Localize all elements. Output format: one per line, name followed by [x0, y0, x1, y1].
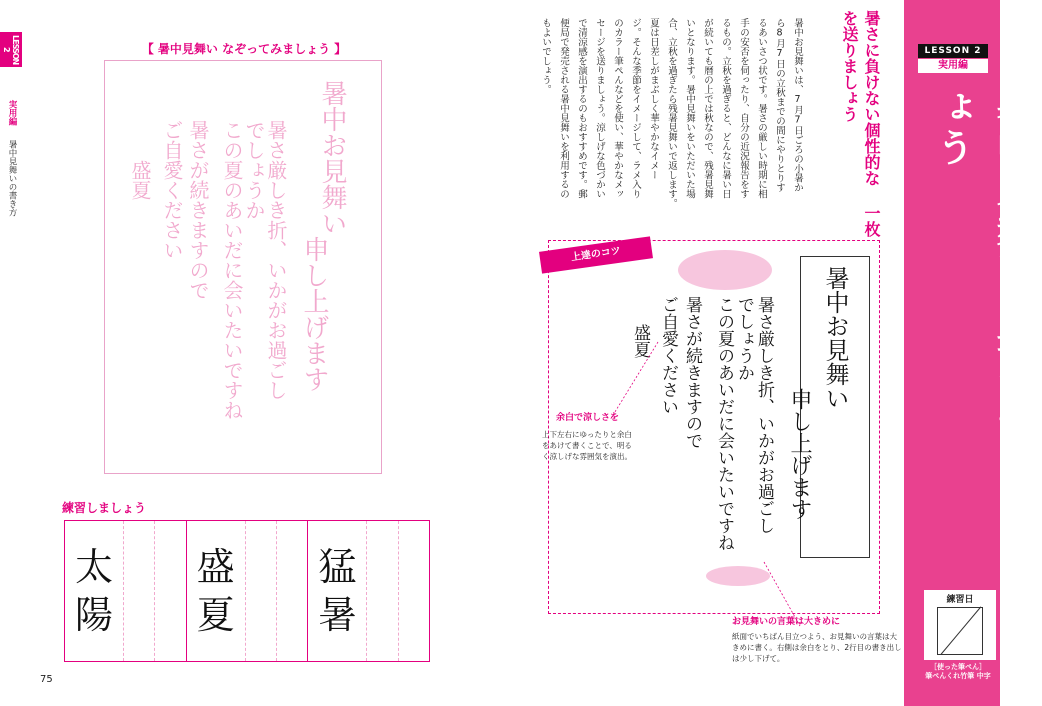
intro-line: で清涼感を演出するのもおすすめです。郵 — [576, 18, 587, 199]
trace-line-3: 暑さ厳しき折、いかがお過ごし — [264, 120, 288, 400]
practice-word — [65, 521, 123, 661]
trace-line-8: 盛夏 — [128, 160, 152, 200]
example-line-6: 暑さが続きますので — [682, 296, 702, 449]
practice-day-box — [924, 590, 996, 660]
main-title: 暑中見舞いを書いてみましょう — [930, 88, 1034, 568]
intro-line: が続いても暦の上では秋なので、残暑見舞 — [702, 18, 713, 199]
intro-line: 合、立秋を過ぎたら残暑見舞いで返します。 — [666, 18, 677, 208]
example-line-8: 盛夏 — [630, 324, 650, 358]
category-label: 実用編 — [918, 59, 988, 73]
trace-line-6: 暑さが続きますので — [186, 120, 210, 300]
trace-line-1: 暑中お見舞い — [317, 80, 347, 236]
intro-line: のカラー筆ぺんなどを使い、華やかなメッ — [612, 18, 623, 199]
note-whitespace: 余白で涼しさを 上下左右にゆったりと余白をあけて書くことで、明るく涼しげな雰囲気を演出。 — [542, 413, 632, 461]
intro-line: 手の安否を伺ったり、自分の近況報告をす — [738, 18, 749, 199]
example-line-7: ご自愛ください — [658, 296, 678, 415]
intro-line: 暑中お見舞いは、7月7日ごろの小暑か — [792, 18, 803, 192]
intro-line: ジ。そんな季節をイメージして、ラメ入り — [630, 18, 641, 199]
intro-line: セージを送りましょう。涼しげな色づかい — [594, 18, 605, 199]
practice-char: 太 — [74, 545, 113, 589]
intro-line: もよいでしょう。 — [540, 18, 551, 94]
intro-line: いとなります。暑中見舞いをいただいた場 — [684, 18, 695, 199]
practice-day-label: 練習日 — [946, 595, 974, 605]
trace-line-7: ご自愛ください — [160, 120, 184, 260]
example-line-4: でしょうか — [734, 296, 754, 381]
trace-line-5: この夏のあいだに会いたいですね — [220, 120, 244, 420]
practice-word — [308, 521, 366, 661]
practice-char: 猛 — [318, 545, 357, 589]
lesson-label: LESSON 2 — [918, 44, 988, 58]
example-line-3: 暑さ厳しき折、いかがお過ごし — [754, 296, 774, 534]
kotsu-ribbon: 上達のコツ — [539, 236, 653, 273]
example-line-2: 申し上げます — [787, 388, 812, 520]
trace-line-4: でしょうか — [242, 120, 266, 220]
highlight-oval-top — [678, 250, 772, 290]
practice-grid — [64, 520, 430, 662]
pen-note: ［使った筆ぺん］ 筆ぺんくれ竹筆 中字 — [925, 663, 991, 680]
practice-char: 夏 — [196, 593, 235, 637]
intro-line: 便局で発売される暑中見舞いを利用するの — [558, 18, 569, 199]
intro-body — [536, 18, 806, 250]
note-greeting-large: お見舞いの言葉は大きめに 紙面でいちばん目立つよう、お見舞いの言葉は大きめに書く。右側は余白をとり、2行目の書き出しは少し下げて。 — [732, 617, 902, 663]
lesson-tab: LESSON 2 — [0, 32, 22, 67]
practice-cell — [186, 521, 308, 661]
trace-line-2: 申し上げます — [299, 236, 329, 392]
practice-char: 暑 — [318, 593, 357, 637]
example-line-5: この夏のあいだに会いたいですね — [714, 296, 734, 551]
practice-word — [187, 521, 245, 661]
practice-char: 陽 — [74, 593, 113, 637]
trace-title: 【 暑中見舞い なぞってみましょう 】 — [141, 42, 347, 56]
intro-line: 夏は日差しがまぶしく華やかなイメー — [648, 18, 659, 180]
intro-heading: 暑さに負けない個性的な 一枚を送りましょう — [840, 10, 881, 237]
intro-line: るもの。立秋を過ぎると、どんなに暑い日 — [720, 18, 731, 199]
page-number: 75 — [40, 674, 53, 685]
intro-line: るあいさつ状です。暑さの厳しい時期に相 — [756, 18, 767, 199]
practice-cell — [307, 521, 429, 661]
intro-line: ら8月7日の立秋までの間にやりとりす — [774, 18, 785, 192]
practice-day-field[interactable] — [937, 607, 983, 655]
side-label: 実用編 暑中見舞いの書き方 — [7, 100, 17, 216]
practice-char: 盛 — [196, 545, 235, 589]
example-line-1: 暑中お見舞い — [821, 266, 849, 410]
practice-cell — [65, 521, 186, 661]
practice-title: 練習しましょう — [62, 501, 147, 515]
